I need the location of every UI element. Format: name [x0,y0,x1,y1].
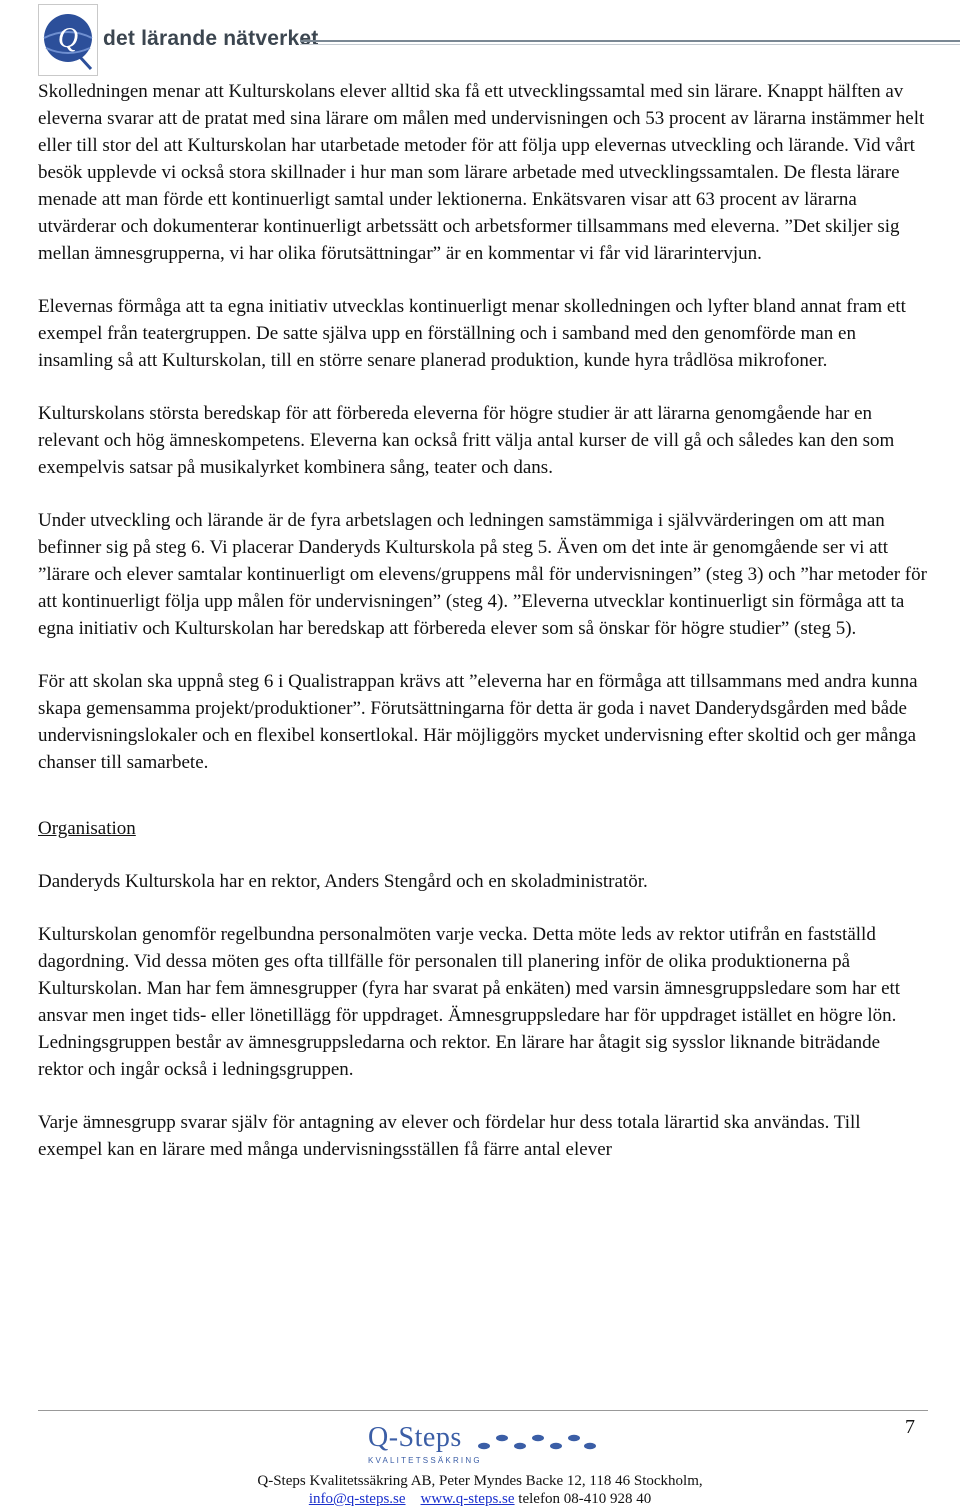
footer-divider [38,1410,928,1411]
qsteps-logo [368,1422,598,1470]
page-header [0,0,960,78]
paragraph-utveckling-larande: Under utveckling och lärande är de fyra arbetslagen och ledningen samstämmiga i självvärderingen om att man befinner sig på steg 6. Vi placerar Danderyds Kulturskola på steg 5. Även om det inte är genomgående ser vi att ”lärare och elever samtalar kontinuerligt om elevens/gruppens mål för undervisningen” (steg 3) och ”har metoder för att kontinuerligt följa upp målen för undervisningen” (steg 4). ”Eleverna utvecklar kontinuerligt sin förmåga att ta egna initiativ och Kulturskolan har beredskap att förbereda elever som så önskar för högre studier” (steg 5). [38,510,927,639]
footprints-icon [476,1426,598,1454]
paragraph-antagning: Varje ämnesgrupp svarar själv för antagning av elever och fördelar hur dess totala lärartid ska användas. Till exempel kan en lärare med många undervisningsställen få färre antal elever [38,1112,861,1160]
header-divider [300,40,960,42]
paragraph-utvecklingssamtal: Skolledningen menar att Kulturskolans elever alltid ska få ett utvecklingssamtal med sin lärare. Knappt hälften av eleverna svarar att de pratat med sina lärare om målen med undervisningen och 53 procent av lärarna instämmer helt eller till stor del att Kulturskolan har utarbetade metoder för att följa upp elevernas utveckling och lärande. Vid vårt besök upplevde vi också stora skillnader i hur man som lärare arbetade med utvecklingssamtalen. De flesta lärare menade att man förde ett kontinuerligt samtal under lektionerna. Enkätsvaren visar att 63 procent av lärarna utvärderar och dokumenterar kontinuerligt arbetssätt och arbetsformer tillsammans med eleverna. ”Det skiljer sig mellan ämnesgrupperna, vi har olika förutsättningar” är en kommentar vi får vid lärarintervjun. [38,81,925,264]
footer-address: Q-Steps Kvalitetssäkring AB, Peter Myndes Backe 12, 118 46 Stockholm, [257,1473,703,1489]
qsteps-brand: Q-Steps [368,1422,462,1453]
brand-name: det lärande nätverket [103,27,319,50]
paragraph-initiativ: Elevernas förmåga att ta egna initiativ utvecklas kontinuerligt menar skolledningen och lyfter bland annat fram ett exempel från teatergruppen. De satte själva upp en förställning och i samband med den genomförde man en insamling så att Kulturskolan, till en större senare planerad produktion, kunde hyra trådlösa mikrofoner. [38,296,906,371]
header-divider-thin [300,44,960,45]
section-heading-organisation: Organisation [38,818,136,839]
email-link[interactable]: info@q-steps.se [308,1491,406,1507]
paragraph-steg-6: För att skolan ska uppnå steg 6 i Qualistrappan krävs att ”eleverna har en förmåga att tillsammans med andra kunna skapa gemensamma projekt/produktioner”. Förutsättningarna för detta är goda i navet Danderydsgården med både undervisningslokaler och en flexibel konsertlokal. Här möjliggörs mycket undervisning efter skoltid och ger många chanser till samarbete. [38,671,918,773]
q-globe-logo-icon [38,4,98,76]
paragraph-beredskap: Kulturskolans största beredskap för att förbereda eleverna för högre studier är att lärarna genomgående har en relevant och hög ämneskompetens. Eleverna kan också fritt välja antal kurser de vill gå och således kan den som exempelvis satsar på musikalyrket kombinera sång, teater och dans. [38,403,895,478]
qsteps-tagline: KVALITETSSÄKRING [368,1456,482,1465]
footer-contact [0,1490,960,1508]
paragraph-personalmoten: Kulturskolan genomför regelbundna personalmöten varje vecka. Detta möte leds av rektor utifrån en fastställd dagordning. Vid dessa möten ges ofta tillfälle för personalen till planering inför de olika produktionerna på Kulturskolan. Man har fem ämnesgrupper (fyra har svarat på enkäten) med varsin ämnesgruppsledare som har ett ansvar men inget tids- eller lönetillägg för uppdraget. Ämnesgruppsledare har för uppdraget istället en högre lön. Ledningsgruppen består av ämnesgruppsledarna och rektor. En lärare har åtagit sig sysslor liknande biträdande rektor och ingår också i ledningsgruppen. [38,924,901,1080]
document-body [38,78,928,1189]
website-link[interactable]: www.q-steps.se [420,1491,515,1507]
page-number: 7 [905,1416,915,1438]
svg-text:Q: Q [57,23,79,54]
paragraph-rektor: Danderyds Kulturskola har en rektor, Anders Stengård och en skoladministratör. [38,871,648,892]
phone-text: telefon 08-410 928 40 [518,1491,652,1507]
